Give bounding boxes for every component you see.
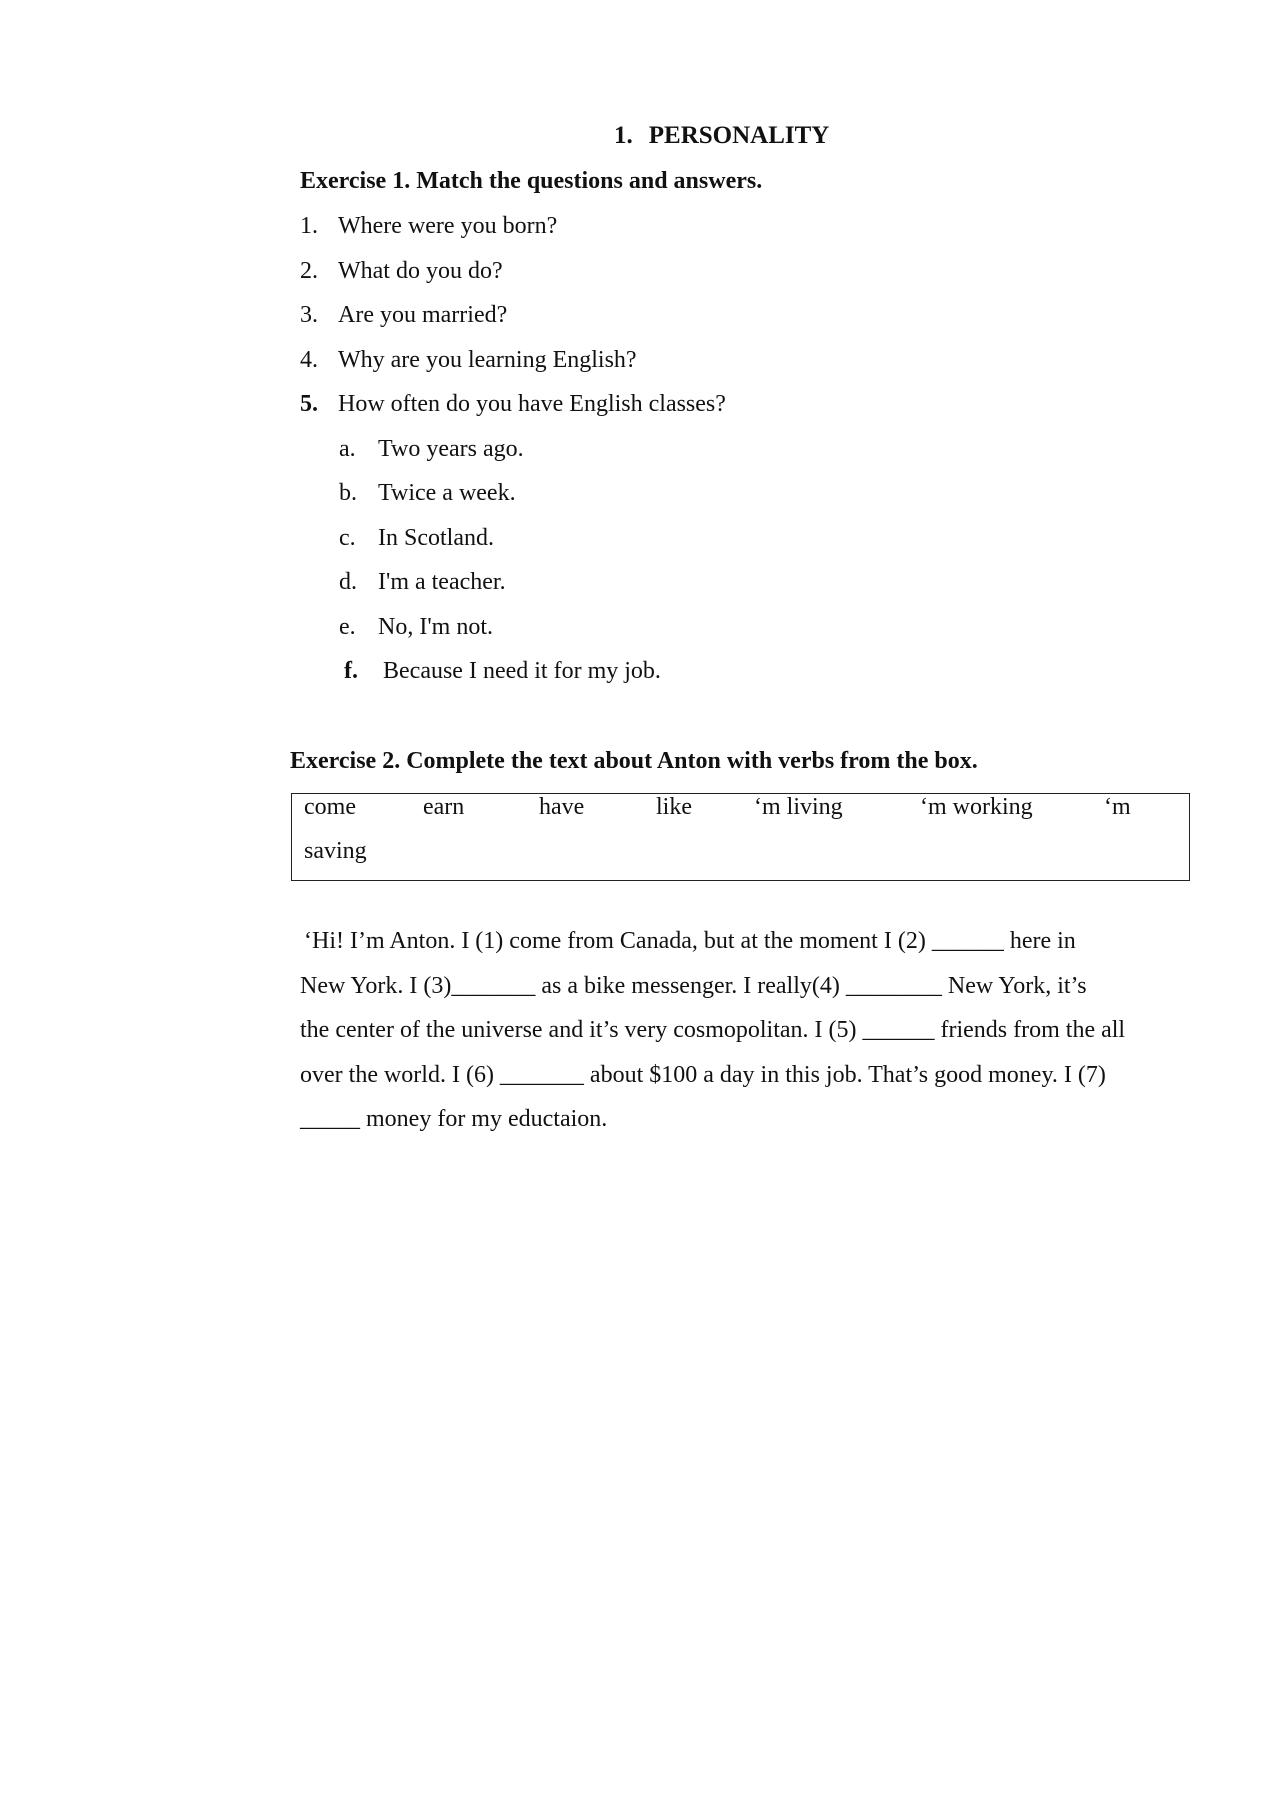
page-title [614, 122, 829, 150]
question-number: 2. [300, 258, 318, 284]
answer-text: I'm a teacher. [378, 569, 506, 595]
answer-letter: b. [339, 480, 357, 506]
question-text: Why are you learning English? [338, 347, 637, 373]
answer-text: Twice a week. [378, 480, 516, 506]
verb-word: have [539, 794, 585, 820]
exercise-2-heading: Exercise 2. Complete the text about Anton with verbs from the box. [290, 748, 978, 774]
verb-word: ‘m [1104, 794, 1131, 820]
passage-line: the center of the universe and it’s very cosmopolitan. I (5) ______ friends from the all [300, 1017, 1126, 1043]
verb-word: ‘m living [754, 794, 843, 820]
passage-line: ‘Hi! I’m Anton. I (1) come from Canada, but at the moment I (2) ______ here in [304, 928, 1076, 954]
verb-word: saving [304, 838, 367, 864]
verb-word: earn [423, 794, 465, 820]
verb-word: come [304, 794, 356, 820]
verb-word: ‘m working [920, 794, 1033, 820]
page-title-number: 1. [614, 122, 633, 149]
question-text: How often do you have English classes? [338, 391, 726, 417]
question-text: Where were you born? [338, 213, 558, 239]
passage-line: _____ money for my eductaion. [300, 1106, 608, 1132]
passage-line: New York. I (3)_______ as a bike messenger. I really(4) ________ New York, it’s [300, 973, 1087, 999]
answer-letter: c. [339, 525, 356, 551]
question-number: 4. [300, 347, 318, 373]
exercise-1-heading: Exercise 1. Match the questions and answers. [300, 168, 763, 194]
answer-letter: d. [339, 569, 357, 595]
question-number: 5. [300, 391, 318, 417]
passage-line: over the world. I (6) _______ about $100 a day in this job. That’s good money. I (7) [300, 1062, 1106, 1088]
answer-letter: f. [344, 658, 358, 684]
answer-text: In Scotland. [378, 525, 494, 551]
verb-word: like [656, 794, 692, 820]
answer-text: No, I'm not. [378, 614, 493, 640]
answer-letter: a. [339, 436, 356, 462]
answer-letter: e. [339, 614, 356, 640]
page-title-text: PERSONALITY [648, 122, 830, 149]
question-text: What do you do? [338, 258, 503, 284]
question-number: 1. [300, 213, 318, 239]
verb-box [291, 793, 1190, 881]
question-number: 3. [300, 302, 318, 328]
answer-text: Because I need it for my job. [383, 658, 661, 684]
question-text: Are you married? [338, 302, 508, 328]
answer-text: Two years ago. [378, 436, 524, 462]
